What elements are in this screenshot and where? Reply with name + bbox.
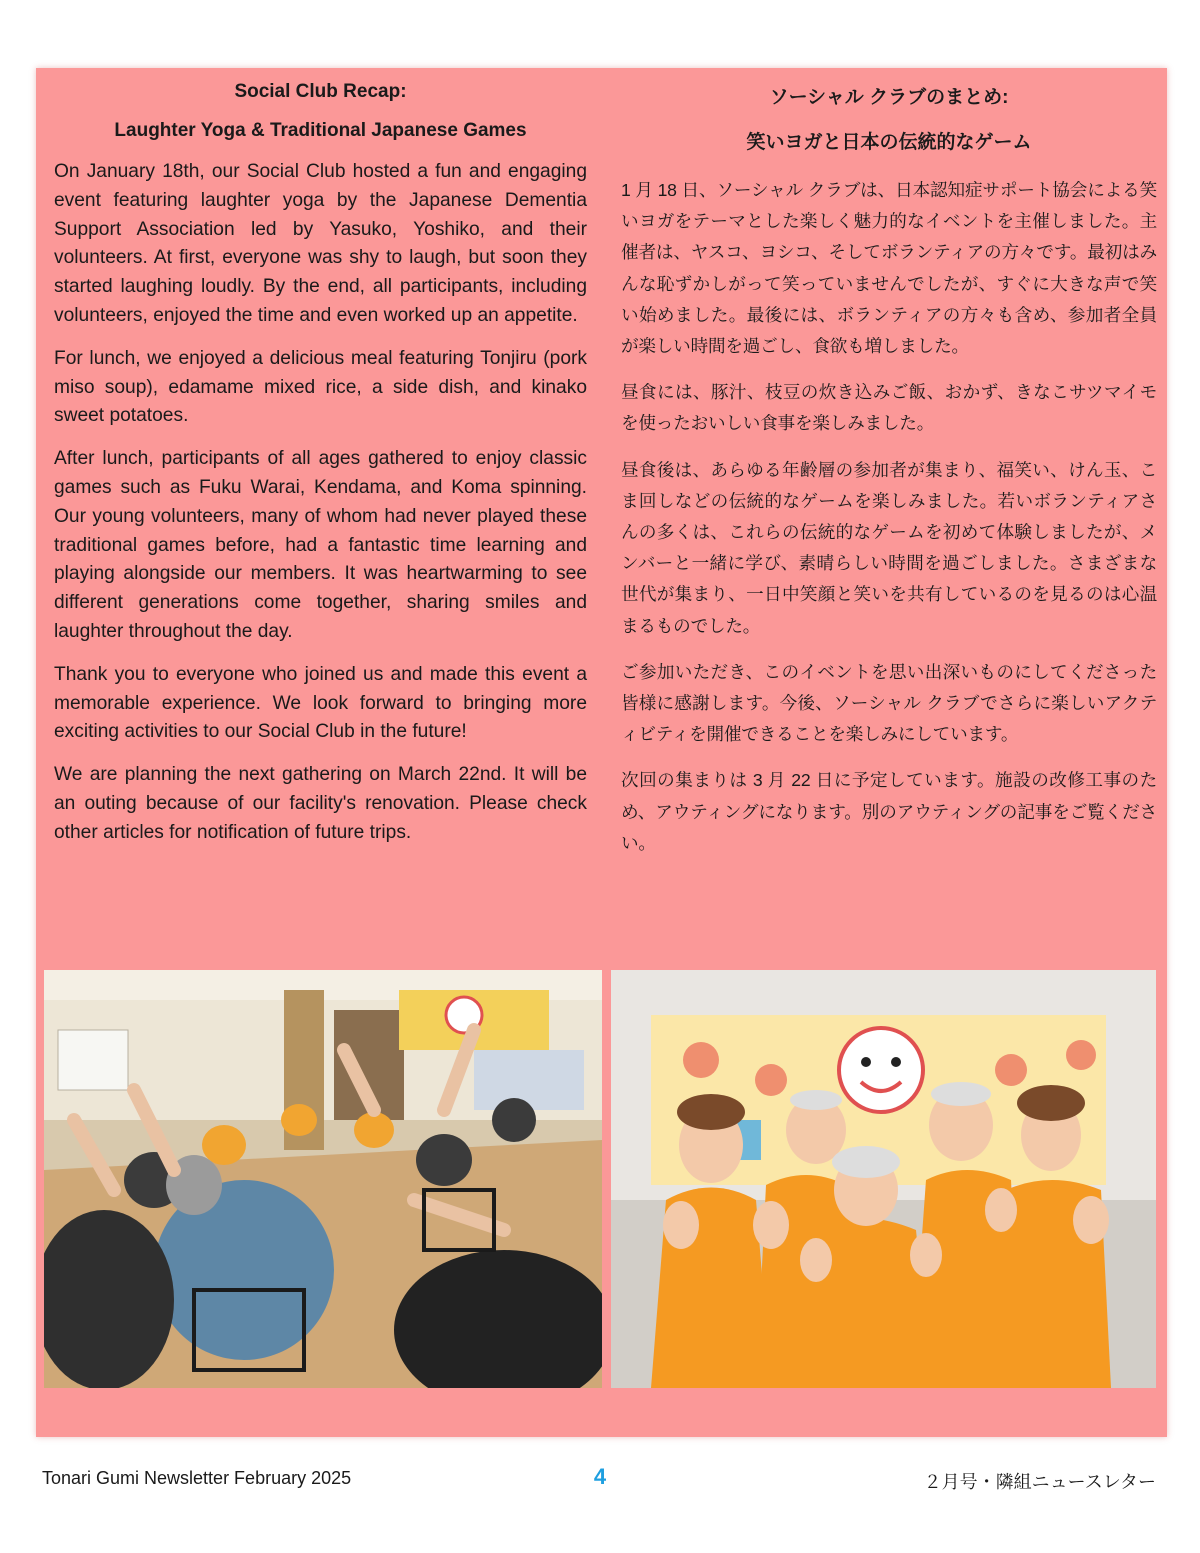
japanese-column bbox=[621, 80, 1157, 874]
english-title-line2: Laughter Yoga & Traditional Japanese Games bbox=[114, 120, 527, 141]
footer-newsletter-title-japanese: ２月号・隣組ニュースレター bbox=[923, 1472, 1156, 1492]
group-portrait-illustration bbox=[611, 970, 1156, 1388]
exercise-class-illustration bbox=[44, 970, 602, 1388]
english-paragraph-1: On January 18th, our Social Club hosted a fun and engaging event featuring laughter yoga by the Japanese Dementia Support Association led by Yasuko, Yoshiko, and their volunteers. At first, everyone was shy to laugh, but soon they started laughing loudly. By the end, all participants, including volunteers, enjoyed the time and even worked up an appetite. bbox=[54, 161, 587, 326]
japanese-paragraph-4: ご参加いただき、このイベントを思い出深いものにしてくださった皆様に感謝します。今後、ソーシャル クラブでさらに楽しいアクティビティを開催できることを楽しみにしています。 bbox=[621, 661, 1157, 745]
english-paragraph-3: After lunch, participants of all ages gathered to enjoy classic games such as Fuku Warai, Kendama, and Koma spinning. Our young volunteers, many of whom had never played these traditional games before, had a fantastic time learning and playing alongside our members. It was heartwarming to see different generations come together, sharing smiles and laughter throughout the day. bbox=[54, 448, 587, 642]
japanese-paragraph-5: 次回の集まりは 3 月 22 日に予定しています。施設の改修工事のため、アウティングになります。別のアウティングの記事をご覧ください。 bbox=[621, 770, 1157, 853]
japanese-paragraph-3: 昼食後は、あらゆる年齢層の参加者が集まり、福笑い、けん玉、こま回しなどの伝統的なゲームを楽しみました。若いボランティアさんの多くは、これらの伝統的なゲームを初めて体験しましたが、メンバーと一緒に学び、素晴らしい時間を過ごしました。さまざまな世代が集まり、一日中笑顔と笑いを共有しているのを見るのは心温まるものでした。 bbox=[621, 459, 1157, 636]
english-paragraph-5: We are planning the next gathering on March 22nd. It will be an outing because of our facility's renovation. Please check other articles for notification of future trips. bbox=[54, 764, 587, 843]
japanese-title-line1: ソーシャル クラブのまとめ: bbox=[769, 87, 1009, 108]
japanese-title-line2: 笑いヨガと日本の伝統的なゲーム bbox=[746, 132, 1032, 153]
page-number: 4 bbox=[593, 1464, 607, 1489]
group-portrait-photo bbox=[611, 970, 1156, 1388]
japanese-paragraph-1: 1 月 18 日、ソーシャル クラブは、日本認知症サポート協会による笑いヨガをテーマとした楽しく魅力的なイベントを主催しました。主催者は、ヤスコ、ヨシコ、そしてボランティアの方々です。最初はみんな恥ずかしがって笑っていませんでしたが、すぐに大きな声で笑い始めました。最後には、ボランティアの方々も含め、参加者全員が楽しい時間を過ごし、食欲も増しました。 bbox=[621, 180, 1157, 357]
footer-newsletter-title: Tonari Gumi Newsletter February 2025 bbox=[42, 1468, 352, 1488]
exercise-class-photo bbox=[44, 970, 602, 1388]
english-paragraph-4: Thank you to everyone who joined us and made this event a memorable experience. We look forward to bringing more exciting activities to our Social Club in the future! bbox=[54, 663, 587, 743]
japanese-paragraph-2: 昼食には、豚汁、枝豆の炊き込みご飯、おかず、きなこサツマイモを使ったおいしい食事を楽しみました。 bbox=[621, 382, 1157, 434]
article-panel bbox=[36, 68, 1167, 1437]
english-column bbox=[54, 80, 587, 862]
english-paragraph-2: For lunch, we enjoyed a delicious meal featuring Tonjiru (pork miso soup), edamame mixed rice, a side dish, and kinako sweet potatoes. bbox=[54, 347, 587, 427]
english-title-line1: Social Club Recap: bbox=[234, 81, 407, 102]
